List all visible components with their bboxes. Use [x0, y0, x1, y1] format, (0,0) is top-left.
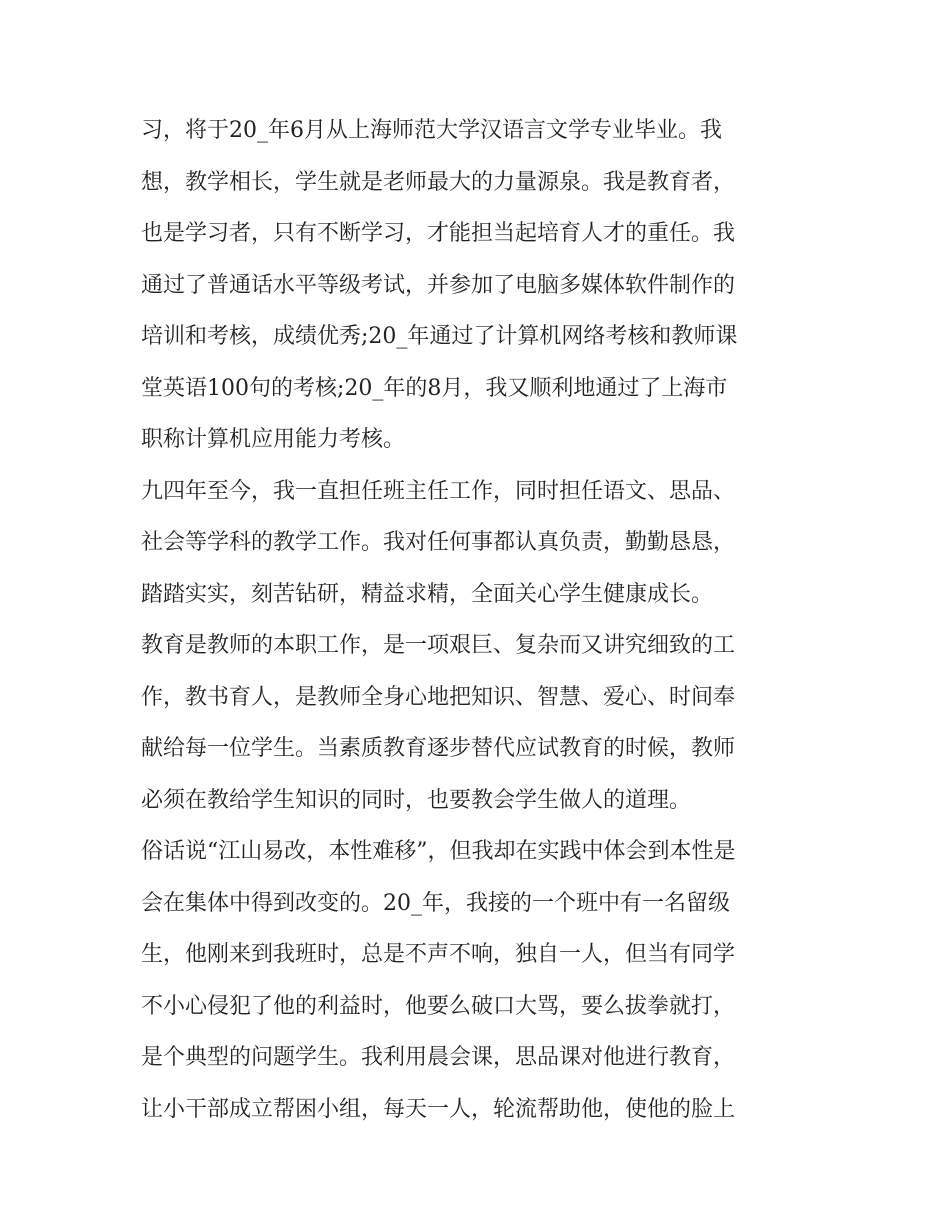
text-line: 教育是教师的本职工作，是一项艰巨、复杂而又讲究细致的工	[141, 633, 736, 658]
text-line: 习，将于20_年6月从上海师范大学汉语言文学专业毕业。我	[141, 118, 722, 143]
text-line: 堂英语100句的考核;20_年的8月，我又顺利地通过了上海市	[141, 375, 728, 401]
text-line: 必须在教给学生知识的同时，也要教会学生做人的道理。	[141, 787, 692, 813]
text-line: 通过了普通话水平等级考试，并参加了电脑多媒体软件制作的	[141, 272, 736, 298]
text-line: 九四年至今，我一直担任班主任工作，同时担任语文、思品、	[141, 478, 736, 504]
text-line: 俗话说“江山易改，本性难移”，但我却在实践中体会到本性是	[141, 839, 736, 864]
text-line: 职称计算机应用能力考核。	[141, 427, 406, 452]
text-line: 社会等学科的教学工作。我对任何事都认真负责，勤勤恳恳，	[141, 530, 736, 555]
text-line: 也是学习者，只有不断学习，才能担当起培育人才的重任。我	[141, 221, 736, 246]
text-line: 不小心侵犯了他的利益时，他要么破口大骂，要么拔拳就打，	[141, 993, 736, 1019]
text-line: 献给每一位学生。当素质教育逐步替代应试教育的时候，教师	[141, 736, 736, 761]
document-body	[141, 110, 821, 1140]
text-line: 生，他刚来到我班时，总是不声不响，独自一人，但当有同学	[141, 942, 736, 967]
text-line: 会在集体中得到改变的。20_年，我接的一个班中有一名留级	[141, 890, 730, 916]
text-line: 让小干部成立帮困小组，每天一人，轮流帮助他，使他的脸上	[141, 1096, 736, 1122]
text-line: 是个典型的问题学生。我利用晨会课，思品课对他进行教育，	[141, 1045, 736, 1070]
text-line: 培训和考核，成绩优秀;20_年通过了计算机网络考核和教师课	[141, 324, 738, 349]
text-line: 作，教书育人，是教师全身心地把知识、智慧、爱心、时间奉	[141, 684, 736, 710]
text-line: 踏踏实实，刻苦钻研，精益求精，全面关心学生健康成长。	[141, 581, 714, 607]
text-line: 想，教学相长，学生就是老师最大的力量源泉。我是教育者，	[141, 169, 736, 195]
